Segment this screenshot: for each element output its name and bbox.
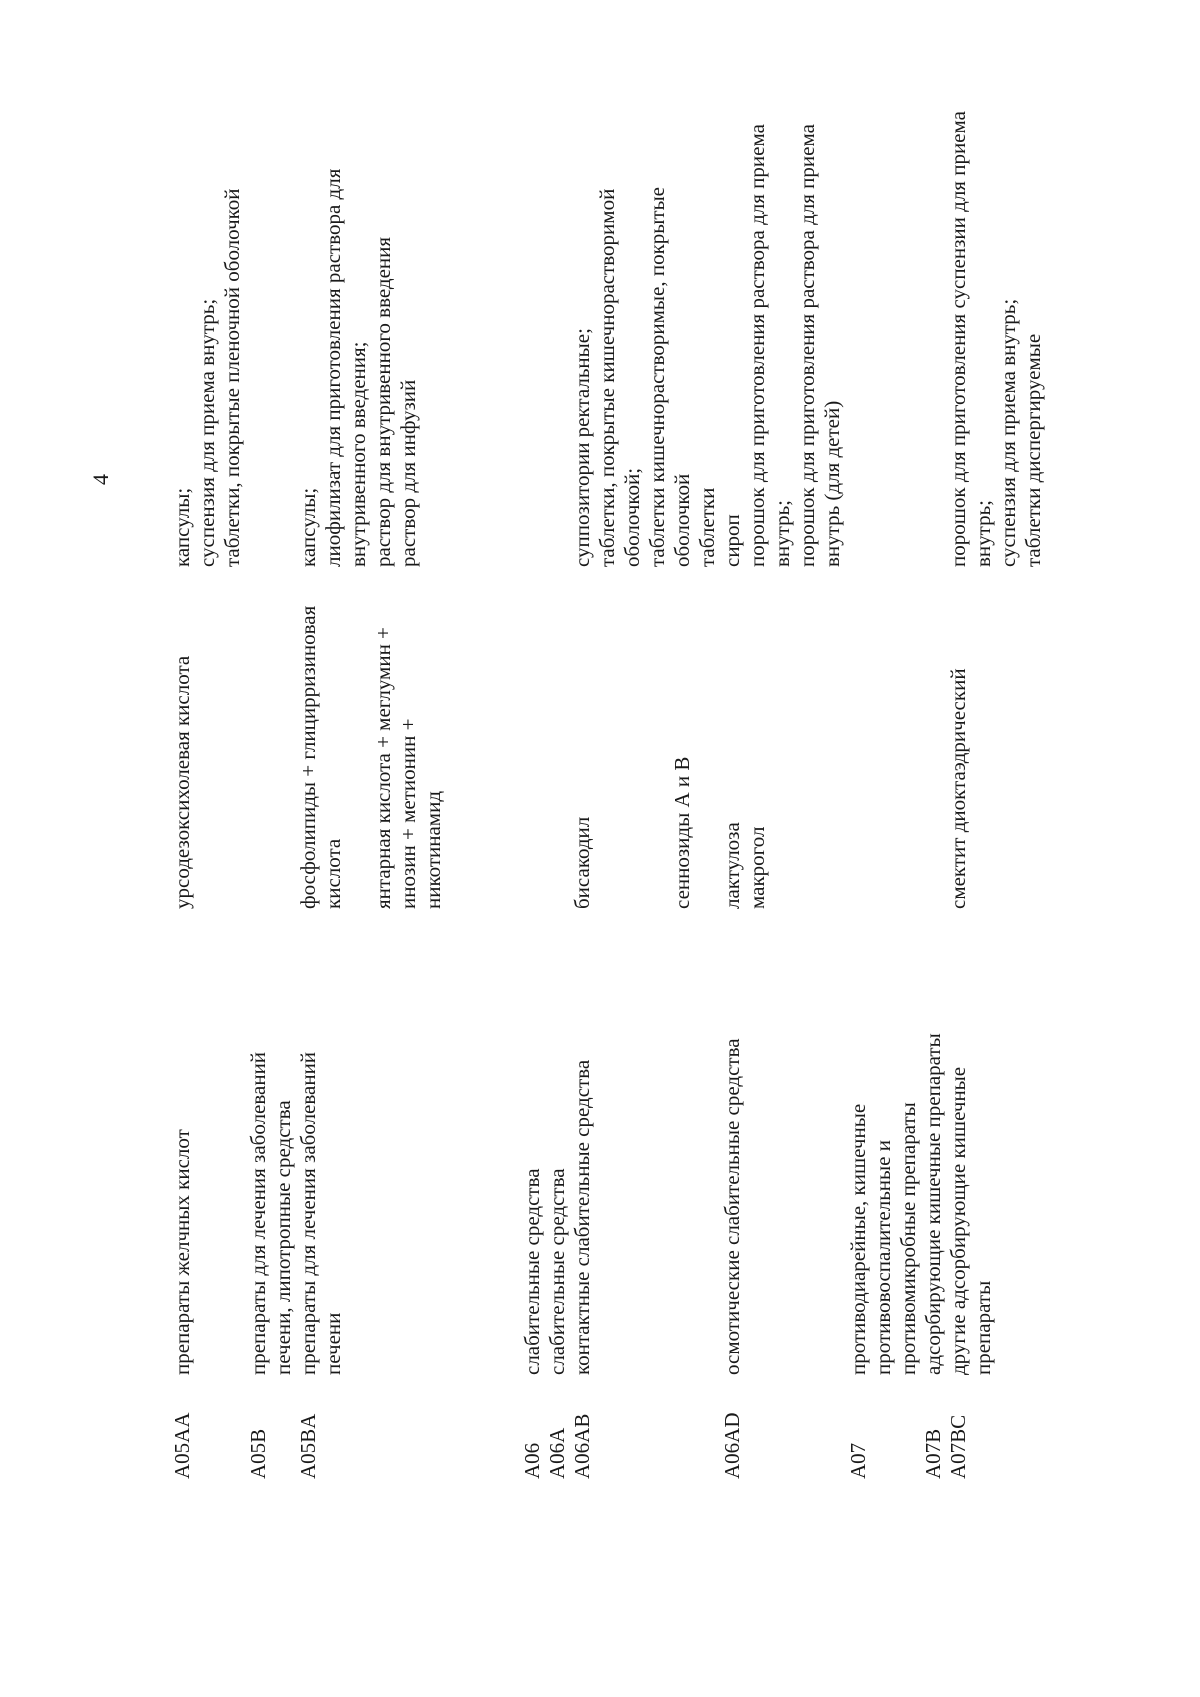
group-text: препараты — [971, 1280, 995, 1375]
drug-name — [846, 609, 871, 909]
drug-name: смектит диоктаэдрический — [946, 668, 970, 909]
drug-name: никотинамид — [421, 790, 445, 909]
group-text: слабительные средства — [520, 1168, 544, 1375]
dosage-form: порошок для приготовления суспензии для приема — [946, 111, 970, 567]
dosage-form: капсулы; — [296, 487, 320, 567]
dosage-form: таблетки, покрытые пленочной оболочкой — [220, 188, 244, 567]
drug-name — [896, 609, 921, 909]
group-text: другие адсорбирующие кишечные — [946, 1066, 970, 1375]
dosage-form — [871, 7, 896, 567]
group-text: осмотические слабительные средства — [720, 1038, 744, 1375]
drug-name: урсодезоксихолевая кислота — [170, 655, 194, 909]
drug-name-cell — [846, 609, 971, 909]
dosage-form: лиофилизат для приготовления раствора для — [321, 168, 345, 567]
atc-code: A07 — [846, 1442, 870, 1479]
dosage-form: таблетки — [695, 487, 719, 567]
dosage-form — [520, 7, 545, 567]
page-number: 4 — [88, 474, 113, 485]
group-text: препараты желчных кислот — [170, 1129, 194, 1375]
drug-name: кислота — [321, 838, 345, 909]
dosage-form: раствор для инфузий — [396, 379, 420, 567]
drug-name — [921, 609, 946, 909]
group-text: противомикробные препараты — [896, 1102, 920, 1375]
dosage-form: внутрь (для детей) — [820, 400, 844, 567]
group-cell — [170, 925, 195, 1375]
atc-code: A05B — [246, 1428, 270, 1479]
dosage-form-cell — [846, 7, 1046, 567]
atc-code — [896, 1389, 921, 1479]
group-cell — [246, 925, 346, 1375]
atc-code — [871, 1389, 896, 1479]
dosage-form — [896, 7, 921, 567]
dosage-form: таблетки кишечнорастворимые, покрытые — [645, 187, 669, 567]
dosage-form: таблетки, покрытые кишечнорастворимой — [595, 188, 619, 567]
atc-code-cell — [720, 1389, 745, 1479]
drug-name: лактулоза — [720, 822, 744, 909]
atc-code: A07B — [921, 1428, 945, 1479]
atc-code: A06AD — [720, 1412, 744, 1479]
drug-name: янтарная кислота + меглумин + — [371, 627, 395, 909]
dosage-form: суппозитории ректальные; — [570, 328, 594, 567]
dosage-form: таблетки диспергируемые — [1021, 333, 1045, 567]
drug-name-cell — [720, 609, 770, 909]
dosage-form: раствор для внутривенного введения — [371, 236, 395, 567]
dosage-form: капсулы; — [170, 487, 194, 567]
atc-code-cell — [846, 1389, 971, 1479]
atc-code: A07BC — [946, 1414, 970, 1479]
group-text: препараты для лечения заболеваний — [296, 1051, 320, 1375]
drug-name — [645, 609, 670, 909]
drug-name — [545, 609, 570, 909]
group-cell — [846, 925, 996, 1375]
atc-code — [271, 1389, 296, 1479]
drug-name — [871, 609, 896, 909]
dosage-form — [921, 7, 946, 567]
atc-code: A05AA — [170, 1412, 194, 1479]
drug-name — [246, 609, 271, 909]
dosage-form-cell — [720, 7, 845, 567]
group-text: печени — [321, 1312, 345, 1375]
drug-name — [520, 609, 545, 909]
dosage-form: внутривенного введения; — [346, 341, 370, 567]
drug-name: бисакодил — [570, 816, 594, 909]
atc-code-cell — [170, 1389, 195, 1479]
group-cell — [520, 925, 595, 1375]
atc-code: A06A — [545, 1427, 569, 1479]
dosage-form-cell — [520, 7, 720, 567]
drug-name-cell — [520, 609, 695, 909]
dosage-form: внутрь; — [971, 500, 995, 567]
dosage-form — [846, 7, 871, 567]
atc-code: A05BA — [296, 1413, 320, 1479]
dosage-form: порошок для приготовления раствора для приема — [745, 124, 769, 567]
drug-name: сеннозиды А и В — [670, 756, 694, 909]
group-text: печени, липотропные средства — [271, 1100, 295, 1375]
group-text: слабительные средства — [545, 1168, 569, 1375]
group-cell — [720, 925, 745, 1375]
dosage-form-cell — [246, 7, 421, 567]
group-text: контактные слабительные средства — [570, 1059, 594, 1375]
drug-name — [346, 609, 371, 909]
group-text: адсорбирующие кишечные препараты — [921, 1033, 945, 1375]
drug-name-cell — [170, 609, 195, 909]
atc-code-cell — [246, 1389, 321, 1479]
dosage-form — [246, 7, 271, 567]
atc-code: A06 — [520, 1442, 544, 1479]
dosage-form: оболочкой — [670, 473, 694, 567]
dosage-form: порошок для приготовления раствора для приема — [795, 124, 819, 567]
drug-name: макрогол — [745, 826, 769, 909]
drug-name: инозин + метионин + — [396, 718, 420, 909]
dosage-form: суспензия для приема внутрь; — [996, 298, 1020, 567]
drug-name-cell — [246, 605, 446, 909]
dosage-form — [545, 7, 570, 567]
drug-name — [620, 609, 645, 909]
dosage-form: внутрь; — [770, 500, 794, 567]
atc-code-cell — [520, 1389, 595, 1479]
dosage-form: оболочкой; — [620, 467, 644, 567]
group-text: противодиарейные, кишечные — [846, 1103, 870, 1375]
dosage-form-cell — [170, 7, 245, 567]
drug-name: фосфолипиды + глицирризиновая — [296, 605, 320, 909]
drug-name — [595, 609, 620, 909]
drug-name — [271, 609, 296, 909]
dosage-form: суспензия для приема внутрь; — [195, 298, 219, 567]
dosage-form: сироп — [720, 514, 744, 567]
atc-code: A06AB — [570, 1413, 594, 1479]
group-text: препараты для лечения заболеваний — [246, 1051, 270, 1375]
dosage-form — [271, 7, 296, 567]
group-text: противовоспалительные и — [871, 1140, 895, 1375]
